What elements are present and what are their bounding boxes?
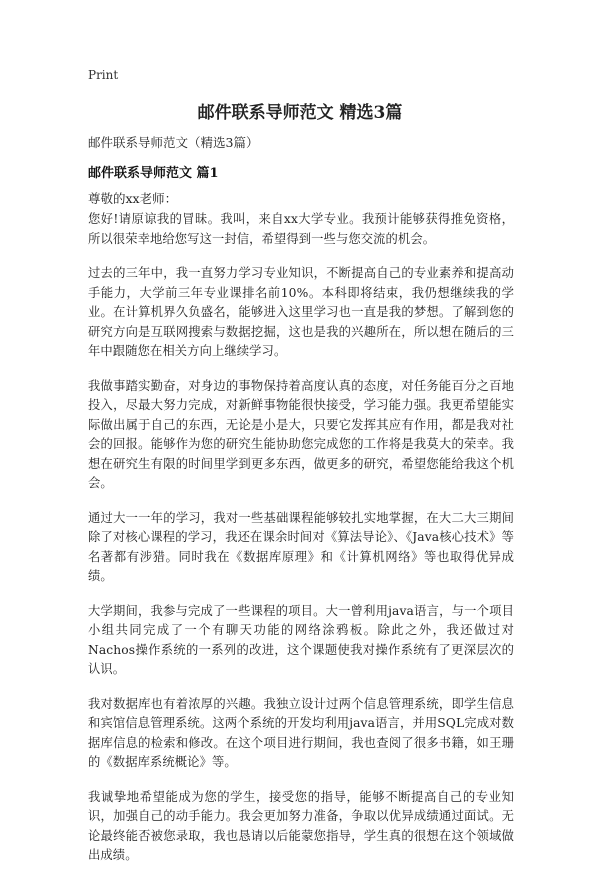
paragraph: 我对数据库也有着浓厚的兴趣。我独立设计过两个信息管理系统，即学生信息和宾馆信息管理系统。这两个系统的开发均利用java语言，并用SQL完成对数据库信息的检索和修改。在这个项目进行期间，我也查阅了很多书籍，如王珊的《数据库系统概论》等。 (88, 696, 514, 769)
letter-body (88, 210, 514, 881)
paragraph: 我做事踏实勤奋，对身边的事物保持着高度认真的态度，对任务能百分之百地投入，尽最大努力完成，对新鲜事物能很快接受，学习能力强。我更希望能实际做出属于自己的东西，无论是小是大，只要它发挥其应有作用，都是我对社会的回报。能够作为您的研究生能协助您完成您的工作将是我莫大的荣幸。我想在研究生有限的时间里学到更多东西，做更多的研究，希望您能给我这个机会。 (88, 378, 514, 490)
paragraph: 您好!请原谅我的冒昧。我叫，来自xx大学专业。我预计能够获得推免资格，所以很荣幸地给您写这一封信，希望得到一些与您交流的机会。 (88, 212, 514, 246)
paragraph: 大学期间，我参与完成了一些课程的项目。大一曾利用java语言，与一个项目小组共同完成了一个有聊天功能的网络涂鸦板。除此之外，我还做过对Nachos操作系统的一系列的改进，这个课题使我对操作系统有了更深层次的认识。 (88, 603, 514, 676)
paragraph: 过去的三年中，我一直努力学习专业知识，不断提高自己的专业素养和提高动手能力，大学前三年专业课排名前10%。本科即将结束，我仍想继续我的学业。在计算机界久负盛名，能够进入这里学习也一直是我的梦想。了解到您的研究方向是互联网搜索与数据挖掘，这也是我的兴趣所在，所以想在随后的三年中跟随您在相关方向上继续学习。 (88, 266, 514, 358)
salutation: 尊敬的xx老师： (88, 191, 178, 206)
print-label[interactable]: Print (88, 68, 119, 82)
document-subtitle: 邮件联系导师范文（精选3篇） (88, 135, 259, 150)
paragraph: 通过大一一年的学习，我对一些基础课程能够较扎实地掌握，在大二大三期间除了对核心课程的学习，我还在课余时间对《算法导论》、《Java核心技术》等名著都有涉猎。同时我在《数据库原理》和《计算机网络》等也取得优异成绩。 (88, 510, 514, 583)
page-title: 邮件联系导师范文 精选3篇 (197, 103, 403, 123)
paragraph: 我诚挚地希望能成为您的学生，接受您的指导，能够不断提高自己的专业知识，加强自己的动手能力。我会更加努力准备，争取以优异成绩通过面试。无论最终能否被您录取，我也恳请以后能蒙您指导，学生真的很想在这个领域做出成绩。 (88, 789, 514, 862)
section-heading: 邮件联系导师范文 篇1 (88, 166, 219, 181)
